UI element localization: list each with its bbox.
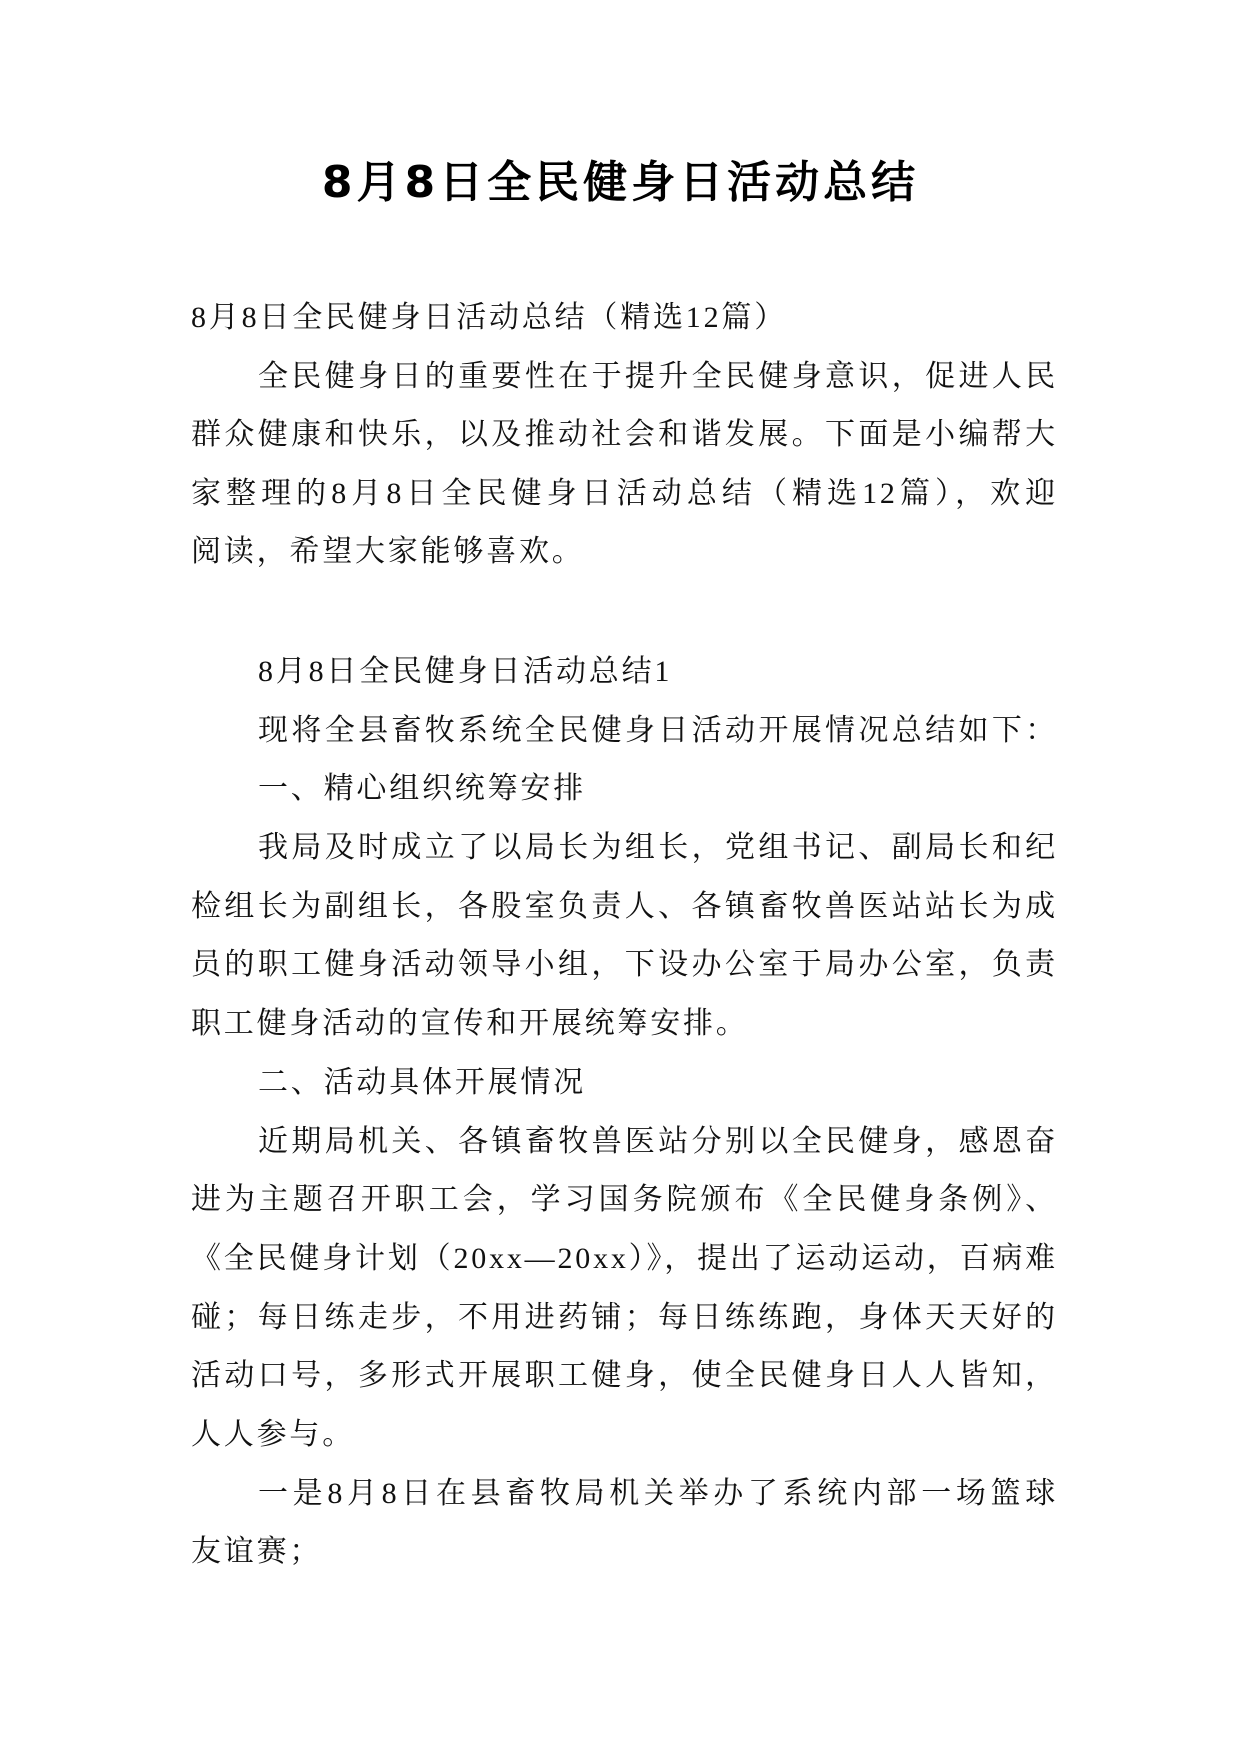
subheading-text: 一、精心组织统筹安排: [258, 772, 586, 806]
paragraph-line: 活动口号，多形式开展职工健身，使全民健身日人人皆知，: [191, 1359, 1058, 1393]
document-title: 8月8日全民健身日活动总结: [321, 157, 920, 208]
paragraph-line: 职工健身活动的宣传和开展统筹安排。: [191, 1007, 749, 1041]
paragraph-line: 一是8月8日在县畜牧局机关举办了系统内部一场篮球: [258, 1476, 1058, 1510]
subheading-text: 二、活动具体开展情况: [258, 1065, 586, 1099]
paragraph: [191, 1465, 1058, 1582]
paragraph-line: 现将全县畜牧系统全民健身日活动开展情况总结如下：: [258, 713, 1058, 747]
section-1: [191, 643, 1058, 1582]
paragraph: [191, 702, 1058, 761]
paragraph-line: 家整理的8月8日全民健身日活动总结（精选12篇），欢迎: [191, 476, 1058, 510]
intro-heading: 8月8日全民健身日活动总结（精选12篇）: [191, 301, 787, 334]
paragraph-line: 全民健身日的重要性在于提升全民健身意识，促进人民: [258, 359, 1058, 393]
paragraph-line: 进为主题召开职工会，学习国务院颁布《全民健身条例》、: [191, 1183, 1058, 1217]
intro-section: [191, 289, 1058, 582]
paragraph-line: 阅读，希望大家能够喜欢。: [191, 535, 585, 568]
paragraph: [191, 819, 1058, 1054]
subheading: [191, 760, 1058, 819]
paragraph-line: 检组长为副组长，各股室负责人、各镇畜牧兽医站站长为成: [191, 889, 1058, 923]
paragraph-line: 人人参与。: [191, 1417, 355, 1451]
paragraph-line: 我局及时成立了以局长为组长，党组书记、副局长和纪: [258, 831, 1058, 865]
intro-paragraph: [191, 348, 1058, 582]
section-heading: 8月8日全民健身日活动总结1: [258, 655, 673, 688]
paragraph-line: 碰；每日练走步，不用进药铺；每日练练跑，身体天天好的: [191, 1300, 1058, 1334]
paragraph-line: 友谊赛；: [191, 1535, 323, 1569]
paragraph: [191, 1113, 1058, 1465]
paragraph-line: 《全民健身计划（20xx—20xx）》，提出了运动运动，百病难: [191, 1241, 1058, 1275]
paragraph-line: 近期局机关、各镇畜牧兽医站分别以全民健身，感恩奋: [258, 1124, 1058, 1158]
subheading: [191, 1054, 1058, 1113]
paragraph-line: 群众健康和快乐，以及推动社会和谐发展。下面是小编帮大: [191, 418, 1058, 451]
paragraph-line: 员的职工健身活动领导小组，下设办公室于局办公室，负责: [191, 948, 1058, 982]
